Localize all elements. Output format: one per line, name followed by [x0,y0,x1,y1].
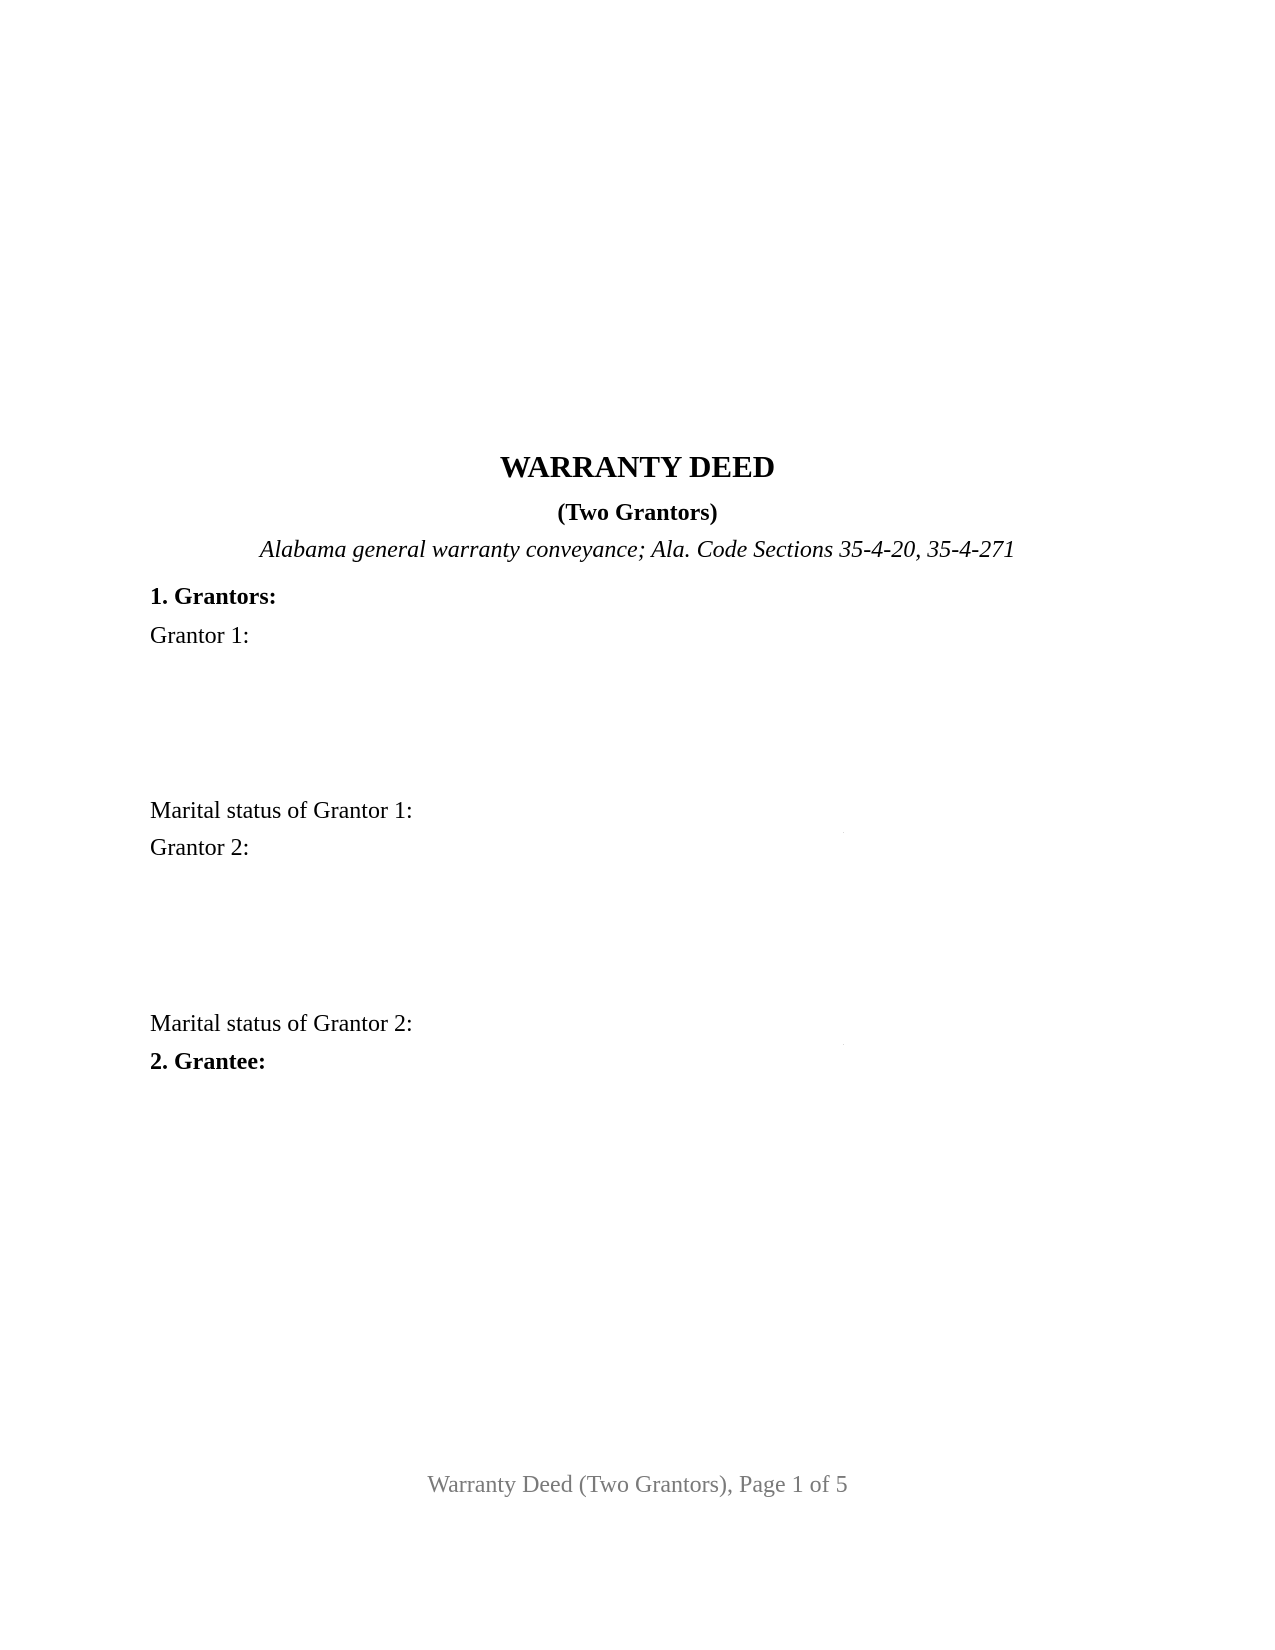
grantee-heading: 2. Grantee: [150,1049,266,1075]
grantor1-label: Grantor 1: [150,623,250,649]
field-mark [843,1044,844,1045]
document-title: WARRANTY DEED [499,449,776,484]
statute-citation: Alabama general warranty conveyance; Ala. Code Sections 35-4-20, 35-4-271 [259,537,1016,563]
document-subtitle: (Two Grantors) [557,500,718,526]
grantor2-marital-status-label: Marital status of Grantor 2: [150,1011,413,1037]
field-mark [843,832,844,833]
grantor1-marital-status-label: Marital status of Grantor 1: [150,798,413,824]
grantor2-label: Grantor 2: [150,835,250,861]
grantors-heading: 1. Grantors: [150,584,277,610]
page-footer: Warranty Deed (Two Grantors), Page 1 of 5 [427,1472,848,1498]
